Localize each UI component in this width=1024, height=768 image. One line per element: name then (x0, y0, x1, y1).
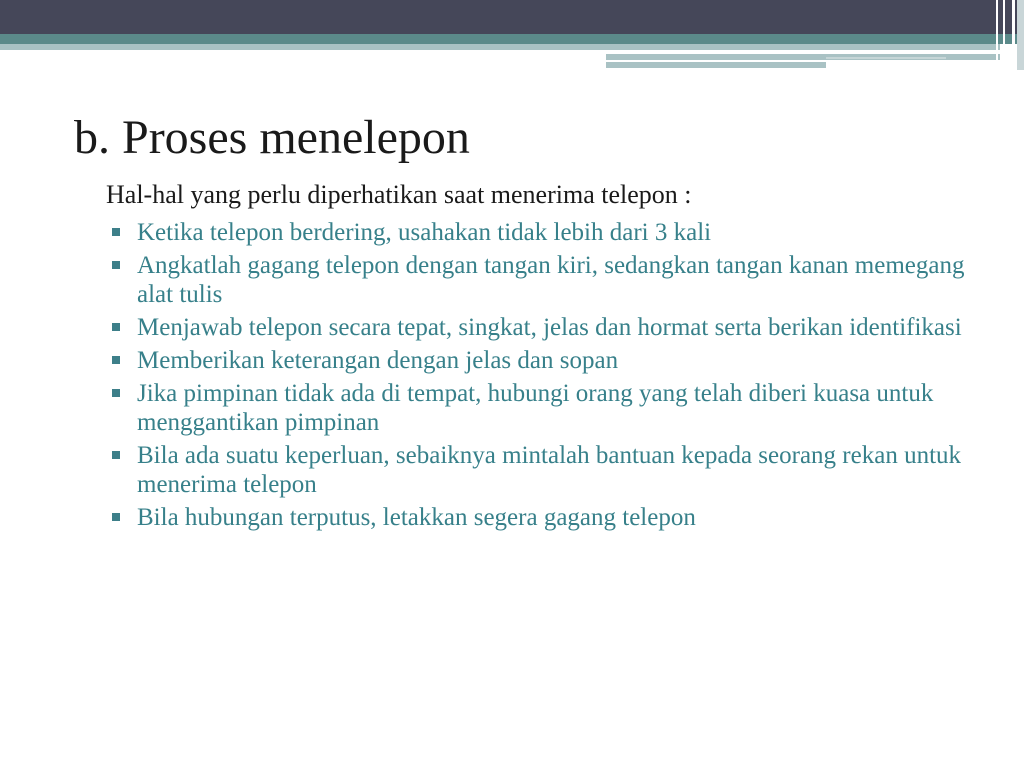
bullet-text: Memberikan keterangan dengan jelas dan sopan (137, 347, 619, 374)
bullet-text: Menjawab telepon secara tepat, singkat, jelas dan hormat serta berikan identifikasi (137, 314, 962, 341)
bullet-item (106, 503, 966, 532)
bullet-item (106, 379, 966, 437)
square-bullet-icon (112, 228, 120, 236)
bullet-item (106, 346, 966, 375)
bullet-item (106, 313, 966, 342)
square-bullet-icon (112, 356, 120, 364)
square-bullet-icon (112, 323, 120, 331)
bullet-text: Bila hubungan terputus, letakkan segera gagang telepon (137, 504, 696, 531)
bullet-list (106, 218, 966, 536)
square-bullet-icon (112, 389, 120, 397)
square-bullet-icon (112, 513, 120, 521)
bullet-text: Ketika telepon berdering, usahakan tidak lebih dari 3 kali (137, 219, 712, 246)
slide-subtitle: Hal-hal yang perlu diperhatikan saat menerima telepon : (106, 180, 692, 209)
bullet-item (106, 218, 966, 247)
bullet-item (106, 251, 966, 309)
bullet-text: Bila ada suatu keperluan, sebaiknya mintalah bantuan kepada seorang rekan untuk menerima telepon (137, 442, 962, 498)
header-vertical-line (996, 0, 998, 70)
bullet-text: Angkatlah gagang telepon dengan tangan kiri, sedangkan tangan kanan memegang alat tulis (137, 252, 965, 308)
header-vertical-line (1003, 0, 1005, 70)
square-bullet-icon (112, 451, 120, 459)
header-band-teal (0, 34, 1024, 44)
header-band-light-shorter (606, 62, 826, 68)
bullet-text: Jika pimpinan tidak ada di tempat, hubungi orang yang telah diberi kuasa untuk menggantikan pimpinan (137, 380, 934, 436)
header-edge-block (1017, 0, 1024, 70)
header-band-light (0, 44, 1000, 50)
bullet-item (106, 441, 966, 499)
header-thin-line (826, 57, 946, 59)
header-vertical-line (1012, 0, 1015, 70)
square-bullet-icon (112, 261, 120, 269)
slide-title: b. Proses menelepon (74, 111, 470, 164)
header-band-dark (0, 0, 1024, 34)
